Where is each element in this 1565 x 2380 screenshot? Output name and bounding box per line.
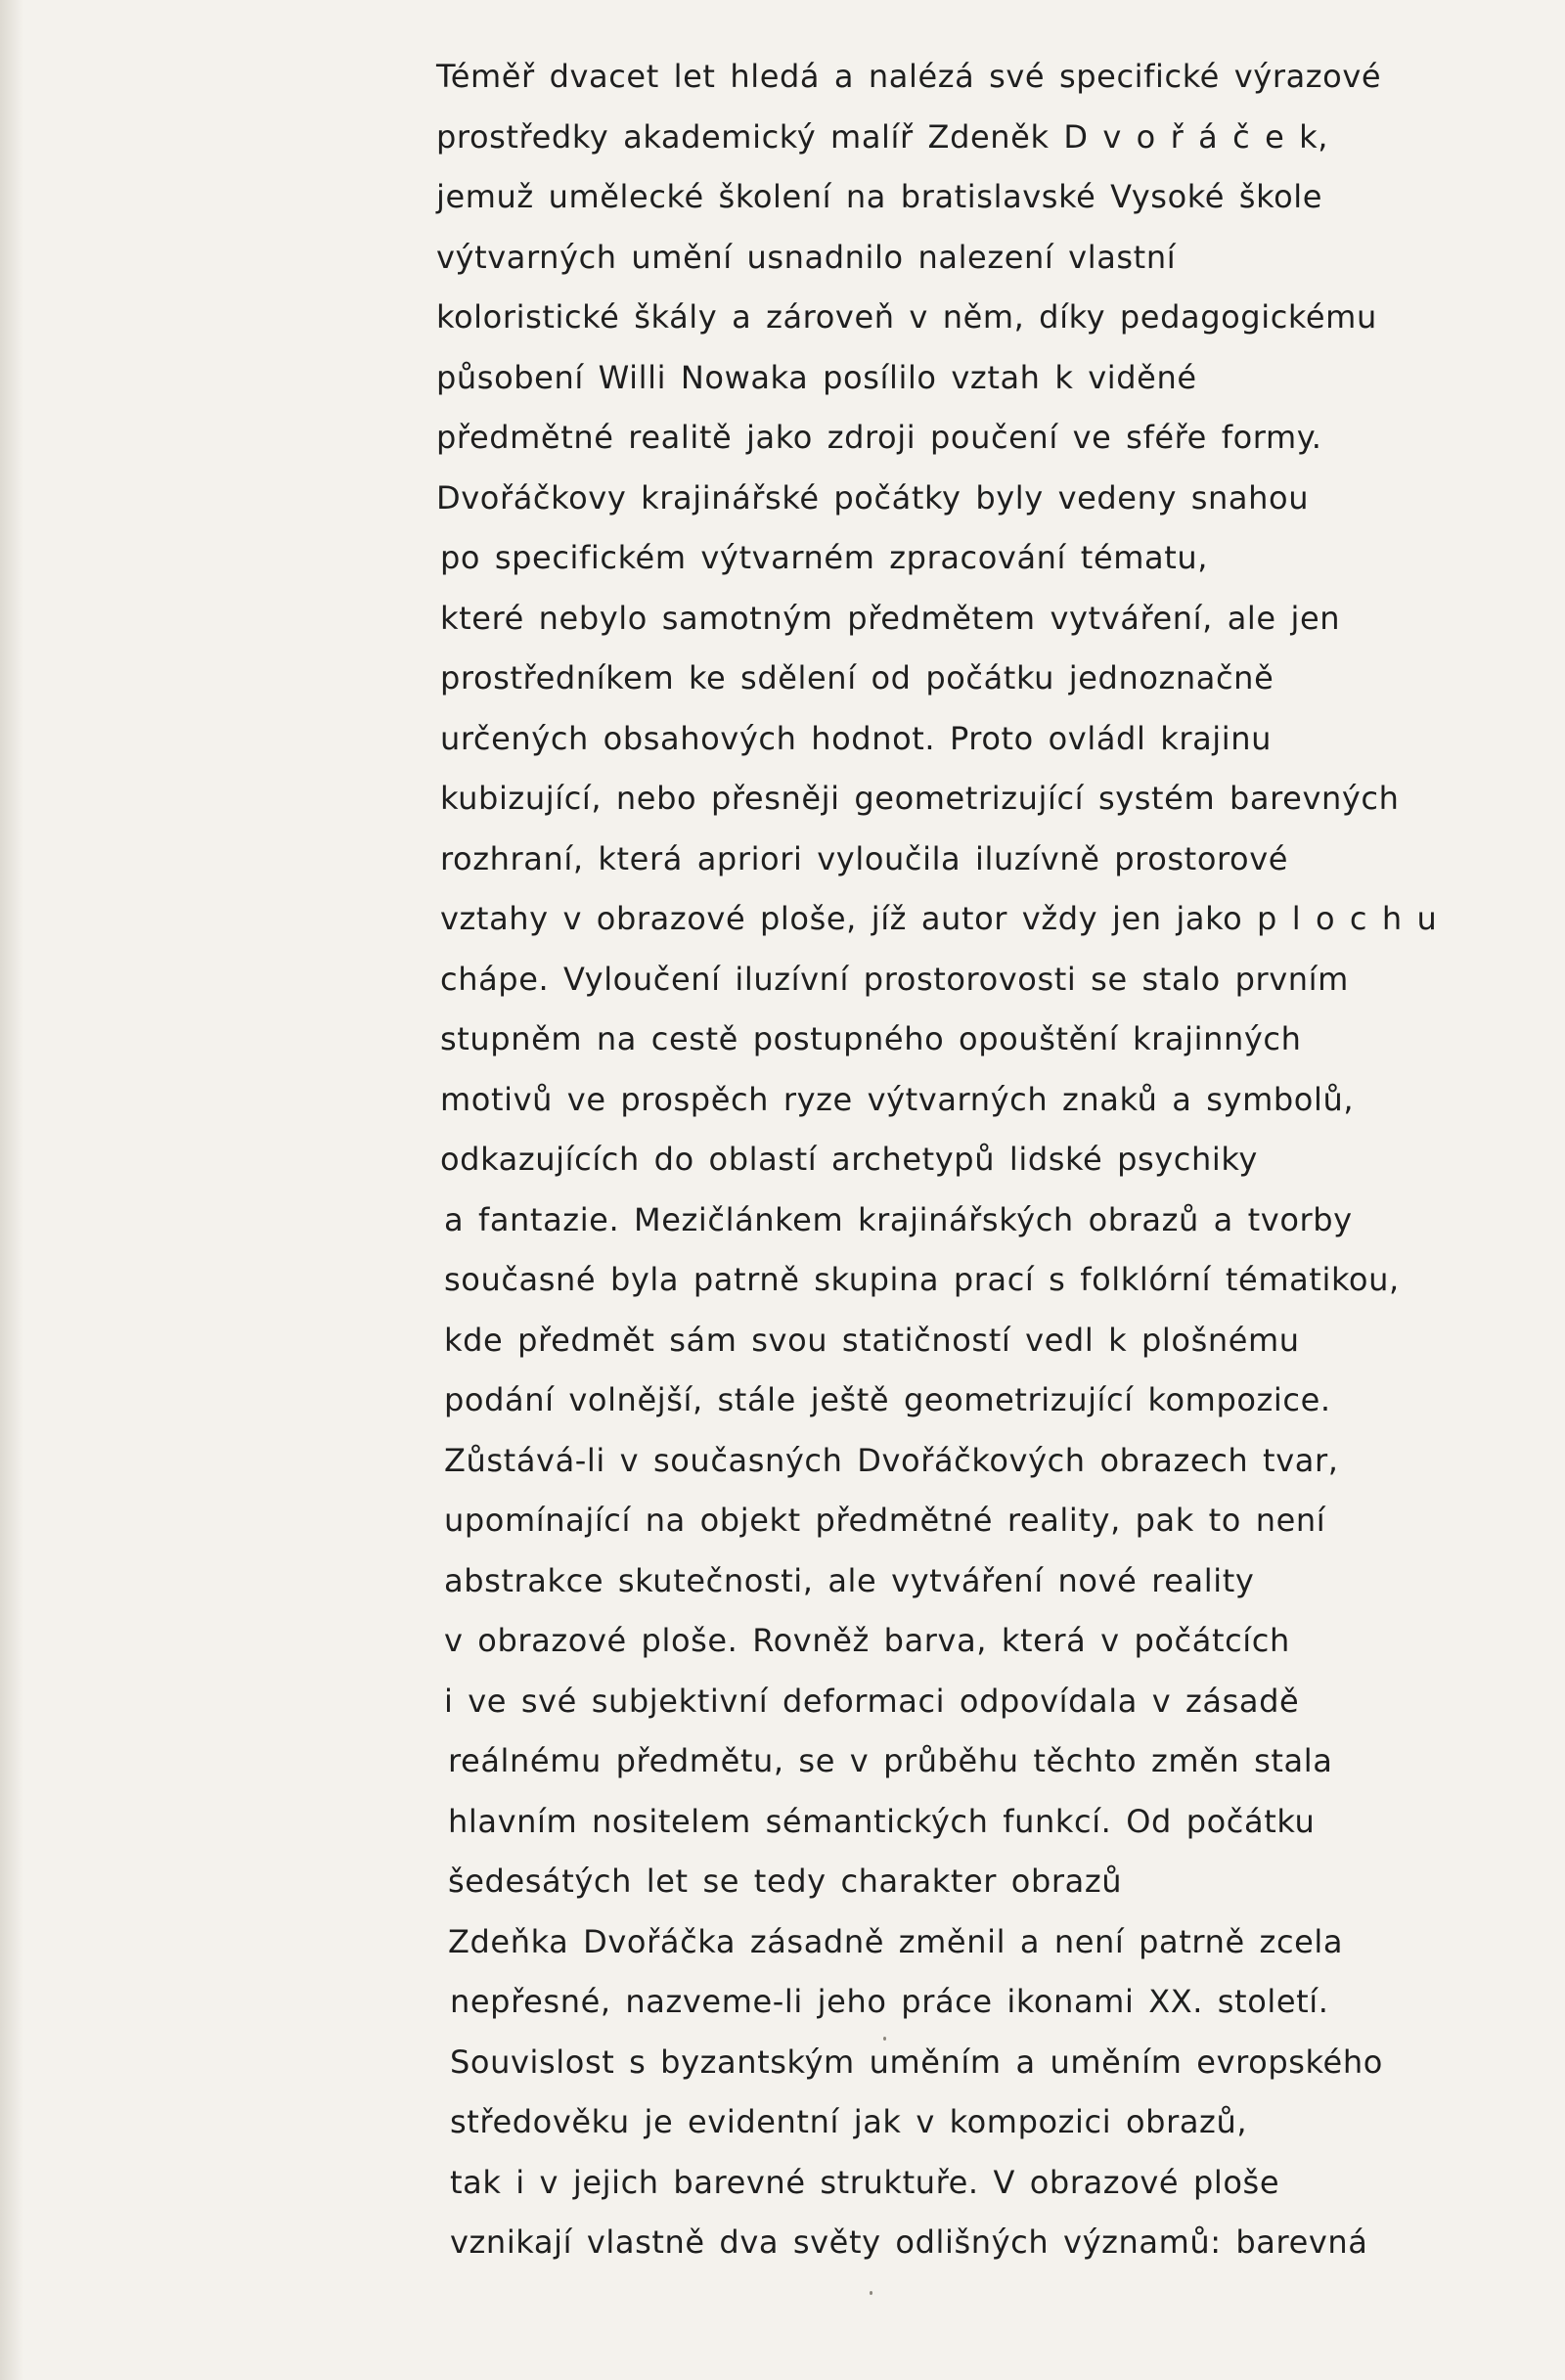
text-line: určených obsahových hodnot. Proto ovládl krajinu [440, 719, 1273, 757]
text-line: hlavním nositelem sémantických funkcí. Od počátku [448, 1802, 1316, 1840]
text-line: Téměř dvacet let hledá a nalézá své specifické výrazové [436, 58, 1382, 95]
text-line: chápe. Vyloučení iluzívní prostorovosti se stalo prvním [440, 960, 1349, 998]
text-line: působení Willi Nowaka posílilo vztah k viděné [436, 358, 1197, 396]
text-line: prostředníkem ke sdělení od počátku jednoznačně [440, 659, 1274, 696]
text-line: vznikají vlastně dva světy odlišných významů: barevná [450, 2223, 1368, 2261]
text-line: v obrazové ploše. Rovněž barva, která v počátcích [444, 1622, 1290, 1659]
text-line: které nebylo samotným předmětem vytváření, ale jen [440, 599, 1341, 637]
text-line: rozhraní, která apriori vyloučila iluzívně prostorové [440, 839, 1289, 877]
text-line: Zdeňka Dvořáčka zásadně změnil a není patrně zcela [448, 1922, 1344, 1960]
text-line: středověku je evidentní jak v kompozici obrazů, [450, 2103, 1248, 2140]
text-line: tak i v jejich barevné struktuře. V obrazové ploše [450, 2163, 1280, 2201]
text-line: šedesátých let se tedy charakter obrazů [448, 1863, 1123, 1900]
text-line: kde předmět sám svou statičností vedl k plošnému [444, 1321, 1300, 1359]
text-line: předmětné realitě jako zdroji poučení ve sféře formy. [436, 419, 1322, 456]
text-line: nepřesné, nazveme-li jeho práce ikonami XX. století. [450, 1983, 1329, 2020]
text-line: kubizující, nebo přesněji geometrizující systém barevných [440, 780, 1400, 817]
text-line: Dvořáčkovy krajinářské počátky byly vedeny snahou [436, 478, 1310, 516]
paper-speck [883, 2037, 886, 2041]
text-line: reálnému předmětu, se v průběhu těchto změn stala [448, 1742, 1333, 1779]
text-line: prostředky akademický malíř Zdeněk D v o ř á č e k, [436, 117, 1329, 156]
text-line: Souvislost s byzantským uměním a uměním evropského [450, 2043, 1383, 2081]
text-line: stupněm na cestě postupného opouštění krajinných [440, 1020, 1302, 1057]
text-line: podání volnější, stále ještě geometrizující kompozice. [444, 1381, 1331, 1418]
text-line: upomínající na objekt předmětné reality, pak to není [444, 1502, 1326, 1539]
text-line: vztahy v obrazové ploše, jíž autor vždy jen jako p l o c h u [440, 900, 1438, 937]
text-line: po specifickém výtvarném zpracování tématu, [440, 539, 1209, 576]
paper-speck [870, 2291, 872, 2295]
text-line: i ve své subjektivní deformaci odpovídala v zásadě [444, 1682, 1300, 1720]
page-edge-shadow [0, 0, 23, 2380]
text-line: Zůstává-li v současných Dvořáčkových obrazech tvar, [444, 1441, 1339, 1479]
text-line: motivů ve prospěch ryze výtvarných znaků a symbolů, [440, 1080, 1355, 1118]
body-text [436, 47, 1453, 2273]
text-line: jemuž umělecké školení na bratislavské Vysoké škole [436, 178, 1323, 215]
text-line: výtvarných umění usnadnilo nalezení vlastní [436, 238, 1177, 276]
text-line: současné byla patrně skupina prací s folklórní tématikou, [444, 1261, 1400, 1298]
text-line: a fantazie. Mezičlánkem krajinářských obrazů a tvorby [444, 1200, 1353, 1238]
text-line: koloristické škály a zároveň v něm, díky pedagogickému [436, 298, 1377, 336]
text-line: odkazujících do oblastí archetypů lidské psychiky [440, 1141, 1258, 1178]
text-line: abstrakce skutečnosti, ale vytváření nové reality [444, 1561, 1255, 1599]
